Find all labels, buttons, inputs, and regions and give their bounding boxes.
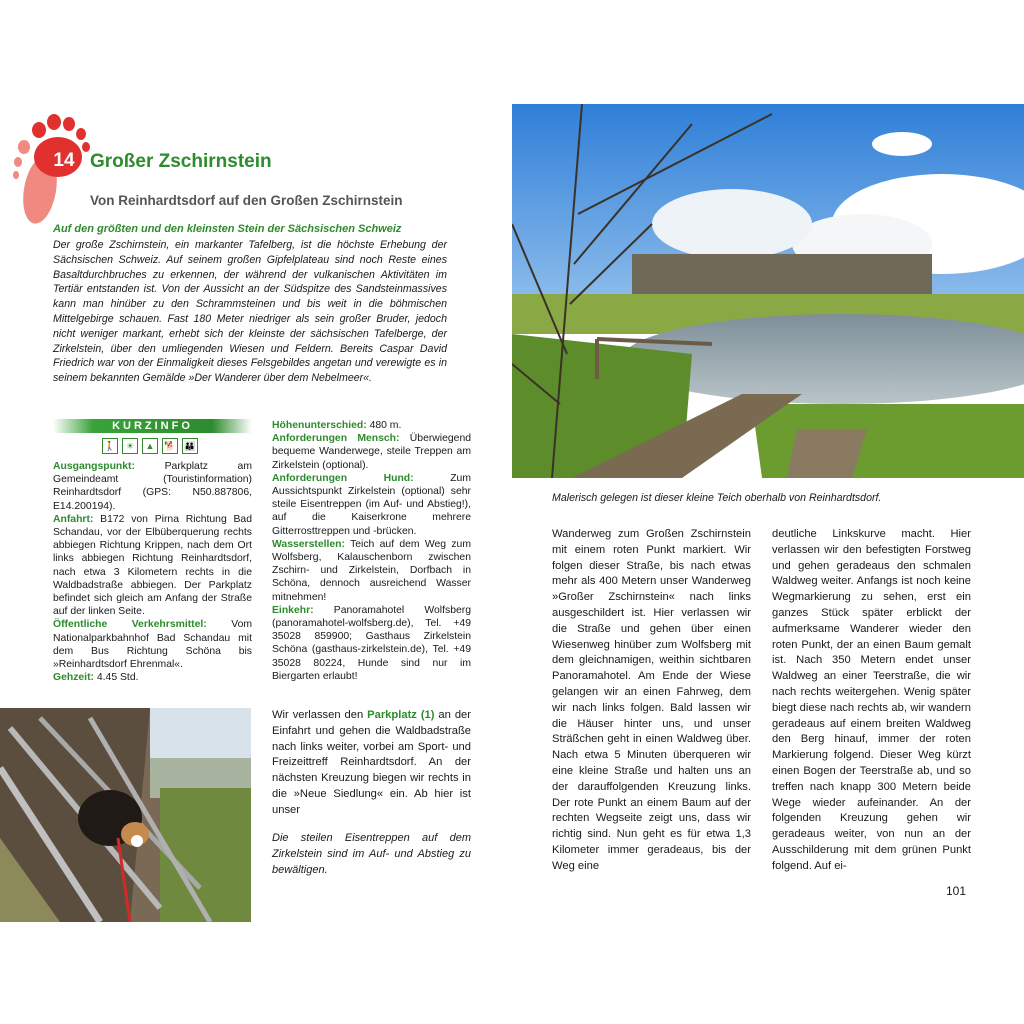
kurzinfo-icons [102,438,204,454]
right-column-2: deutliche Linkskurve macht. Hier verlassen wir den befestigten Forstweg und gehen geradeaus den schmalen Waldweg weiter. Anfangs ist noch keine Wegmarkierung zu sehen, erst ein ganzes Stück später erblickt der aufmerksame Wanderer wieder den roten Punkt, der an einen Baum gemalt ist. Nach 350 Metern endet unser Waldweg an einer Teerstraße, die wir nach rechts weitergehen. Wenig später biegt diese nach rechts ab, wir wandern geradeaus auf einem breiten Waldweg den Berg hinauf, immer der roten Markierung folgend. Dieser Weg kürzt einen Bogen der Teerstraße ab, und so treffen nach knapp 300 Metern beide Wege wieder aufeinander. An der folgenden Kreuzung gehen wir geradeaus weiter, von nun an der Ausschilderung mit dem grünen Punkt folgend. Auf ei- [772,528,971,872]
info-item [53,618,252,671]
info-value: Parkplatz am Gemeindeamt (Touristinformation) Reinhardtsdorf (GPS: N50.887806, E14.200194). [53,461,252,512]
hiker-icon: 🚶 [102,438,118,454]
left-body-text [272,708,471,819]
info-label: Öffentliche Verkehrsmittel: [53,619,207,631]
intro-heading: Auf den größten und den kleinsten Stein der Sächsischen Schweiz [53,223,402,235]
info-label: Höhenunterschied: [272,420,367,431]
info-item [272,538,471,604]
parking-highlight: Parkplatz (1) [367,709,435,721]
body-text: Wir verlassen den [272,709,368,721]
right-column-1: Wanderweg zum Großen Zschirnstein mit einem roten Punkt markiert. Wir folgen dieser Straße, bis nach etwas mehr als 400 Metern unser Wanderweg »Großer Zschirnstein« nach links ausgeschildert ist. Hier verlassen wir die Straße und gehen über einen Wiesenweg hinüber zum Wolfsberg mit dem gleichnamigen, weithin sichtbaren Panoramahotel. Am Ende der Wiese gelangen wir an einen Fahrweg, dem wir nach links folgen. Bald lassen wir die Häuser hinter uns, und unser Sträßchen geht in einen Waldweg über. Nach etwa 5 Minuten überqueren wir eine kleine Straße und halten uns an der darauffolgenden Kreuzung links. Der rote Punkt an einem Baum auf der rechten Wegseite zeigt uns, dass wir richtig sind. Nun geht es für etwa 1,3 Kilometer immer geradeaus, bis der Weg eine [552,528,751,872]
intro-text: Der große Zschirnstein, ein markanter Tafelberg, ist die höchste Erhebung der Sächsischen Schweiz. Auf seinem großen Gipfelplateau sind noch Reste eines Basaltdurchbruches zu erkennen, der während der vulkanischen Aktivitäten im Tertiär entstanden ist. Von der Aussicht an der Südspitze des Sandsteinmassives kann man hinüber zu den Schrammsteinen und bis weit in die böhmischen Mittelgebirge schauen. Fast 180 Meter niedriger als sein großer Bruder, jedoch nicht weniger markant, erhebt sich der kleinste der sächsischen Tafelberge, der Zirkelstein, über den umliegenden Wiesen und Feldern. Bereits Caspar David Friedrich war von der Einmaligkeit dieses Felsgebildes angetan und verewigte es in seinem bekannten Gemälde »Der Wanderer über dem Nebelmeer«. [53,239,447,385]
info-value: Überwiegend bequeme Wanderwege, steile Treppen am Zirkelstein (optional). [272,433,472,471]
info-value: B172 von Pirna Richtung Bad Schandau, vor der Elbüberquerung rechts abbiegen Richtung Krippen, nach dem Ort links abbiegen Richtung Reinhardtsdorf, nach etwa 3 Kilometern rechts in die Waldbadstraße abbiegen. Der Parkplatz befindet sich gleich am Anfang der Straße auf der linken Seite. [53,513,252,618]
page-subtitle: Von Reinhardtsdorf auf den Großen Zschirnstein [90,193,403,208]
dog-icon: 🐕 [162,438,178,454]
info-label: Einkehr: [272,604,314,616]
family-icon: 👪 [182,438,198,454]
info-right-column [272,419,471,683]
info-value: 480 m. [369,420,402,431]
page-title: Großer Zschirnstein [90,151,272,172]
info-item [272,604,471,683]
photo-lake [512,104,1024,478]
info-item [53,671,252,684]
mountain-icon: ▲ [142,438,158,454]
info-value: 4.45 Std. [96,672,139,684]
info-label: Gehzeit: [53,672,94,684]
info-label: Ausgangspunkt: [53,461,135,472]
info-item [53,513,252,619]
info-item [53,460,252,513]
info-value: Panoramahotel Wolfsberg (panoramahotel-wolfsberg.de), Tel. +49 35028 859900; Gasthaus Zirkelstein Schöna (gasthaus-zirkelstein.de), Tel. +49 35028 80224, Hunde sind nur im Biergarten erlaubt! [272,604,471,682]
tour-number: 14 [53,150,75,171]
info-value: Zum Aussichtspunkt Zirkelstein (optional) sehr steile Eisentreppen (im Auf- und Abstieg!), auf die Kaiserkrone mehrere Gitterrosttreppen und -brücken. [272,472,471,537]
footprint-logo-icon [10,112,92,234]
photo-dog-on-stairs [0,708,251,922]
info-label: Anforderungen Hund: [272,472,414,484]
lake-caption: Malerisch gelegen ist dieser kleine Teich oberhalb von Reinhardtsdorf. [552,492,882,504]
sun-icon: ☀ [122,438,138,454]
page-number: 101 [946,884,967,898]
info-item [272,472,471,538]
body-text: an der Einfahrt und gehen die Waldbadstraße nach links weiter, vorbei am Sport- und Freizeittreff Reinhardtsdorf. An der nächsten Kreuzung biegen wir rechts in die »Neue Siedlung« ein. Ab hier ist unser [272,709,471,816]
info-label: Wasserstellen: [272,538,345,550]
info-item [272,432,471,472]
info-label: Anfahrt: [53,513,94,525]
info-left-column [53,460,252,684]
info-item [272,419,471,432]
stairs-caption: Die steilen Eisentreppen auf dem Zirkelstein sind im Auf- und Abstieg zu bewältigen. [272,832,471,876]
kurzinfo-label: KURZINFO [112,420,193,432]
info-label: Anforderungen Mensch: [272,433,400,445]
info-value: Teich auf dem Weg zum Wolfsberg, Kalauschenborn zwischen Zschirn- und Zirkelstein, Dorfbach in Schöna, dennoch ausreichend Wasser mitnehmen! [272,538,471,603]
info-value: Vom Nationalparkbahnhof Bad Schandau mit dem Bus Richtung Schöna bis »Reinhardtsdorf Ehrenmal«. [53,619,253,671]
